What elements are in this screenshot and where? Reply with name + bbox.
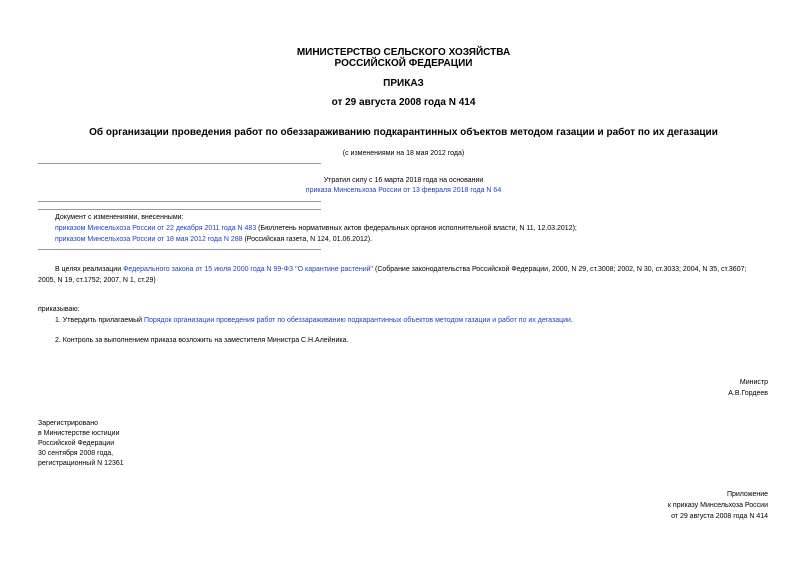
registration-line: Зарегистрировано bbox=[38, 420, 98, 427]
registration-line: в Министерстве юстиции bbox=[38, 430, 120, 437]
divider bbox=[38, 209, 321, 210]
changes-item-link[interactable]: приказом Минсельхоза России от 22 декабря 2011 года N 483 bbox=[55, 225, 257, 232]
appendix-line: Приложение bbox=[726, 491, 768, 498]
order-item-2: 2. Контроль за выполнением приказа возложить на заместителя Министра С.Н.Алейника. bbox=[55, 337, 349, 344]
changes-item-link[interactable]: приказом Минсельхоза России от 18 мая 2012 года N 288 bbox=[55, 236, 243, 243]
registration-line: регистрационный N 12361 bbox=[38, 460, 124, 467]
repeal-link[interactable]: приказа Минсельхоза России от 13 февраля 2018 года N 64 bbox=[305, 187, 502, 194]
order-item-1-prefix: 1. Утвердить прилагаемый bbox=[55, 317, 144, 324]
preamble-prefix: В целях реализации bbox=[55, 266, 124, 273]
signature-position: Министр bbox=[739, 379, 768, 386]
signature-name: А.В.Гордеев bbox=[728, 390, 768, 397]
law-link[interactable]: Федерального закона от 15 июля 2000 года N 99-ФЗ "О карантине растений" bbox=[123, 266, 374, 273]
preamble-line-1 bbox=[55, 265, 746, 274]
divider bbox=[38, 201, 321, 202]
preamble-suffix: (Собрание законодательства Российской Федерации, 2000, N 29, ст.3008; 2002, N 30, ст.3033; 2004, N 35, ст.3607; bbox=[373, 266, 747, 273]
changes-item-source: (Бюллетень нормативных актов федеральных органов исполнительной власти, N 11, 12.03.2012); bbox=[256, 225, 577, 232]
order-word: приказываю: bbox=[38, 306, 80, 313]
divider bbox=[38, 163, 321, 164]
appendix-line: к приказу Минсельхоза России bbox=[667, 502, 768, 509]
registration-line: Российской Федерации bbox=[38, 440, 115, 447]
doc-title: Об организации проведения работ по обеззараживанию подкарантинных объектов методом газации и работ по их дегазации bbox=[89, 127, 718, 138]
repeal-text: Утратил силу с 16 марта 2018 года на основании bbox=[323, 177, 484, 184]
preamble-line-2: 2005, N 19, ст.1752; 2007, N 1, ст.29) bbox=[38, 277, 156, 284]
appendix-line: от 29 августа 2008 года N 414 bbox=[671, 513, 768, 520]
divider bbox=[38, 249, 321, 250]
changes-item-source: (Российская газета, N 124, 01.06.2012). bbox=[242, 236, 373, 243]
ministry-line-2: РОССИЙСКОЙ ФЕДЕРАЦИИ bbox=[334, 58, 473, 69]
amendments-note: (с изменениями на 18 мая 2012 года) bbox=[342, 150, 465, 157]
order-item-1-suffix: . bbox=[570, 317, 573, 324]
procedure-link[interactable]: Порядок организации проведения работ по обеззараживанию подкарантинных объектов методом газации и работ по их дегазации bbox=[143, 317, 571, 324]
order-item-1 bbox=[55, 316, 573, 325]
changes-heading: Документ с изменениями, внесенными: bbox=[55, 214, 184, 221]
registration-line: 30 сентября 2008 года, bbox=[38, 450, 114, 457]
changes-item bbox=[55, 235, 372, 244]
doc-date: от 29 августа 2008 года N 414 bbox=[331, 97, 476, 108]
ministry-line-1: МИНИСТЕРСТВО СЕЛЬСКОГО ХОЗЯЙСТВА bbox=[296, 47, 511, 58]
changes-item bbox=[55, 224, 577, 233]
doc-type: ПРИКАЗ bbox=[383, 78, 424, 89]
